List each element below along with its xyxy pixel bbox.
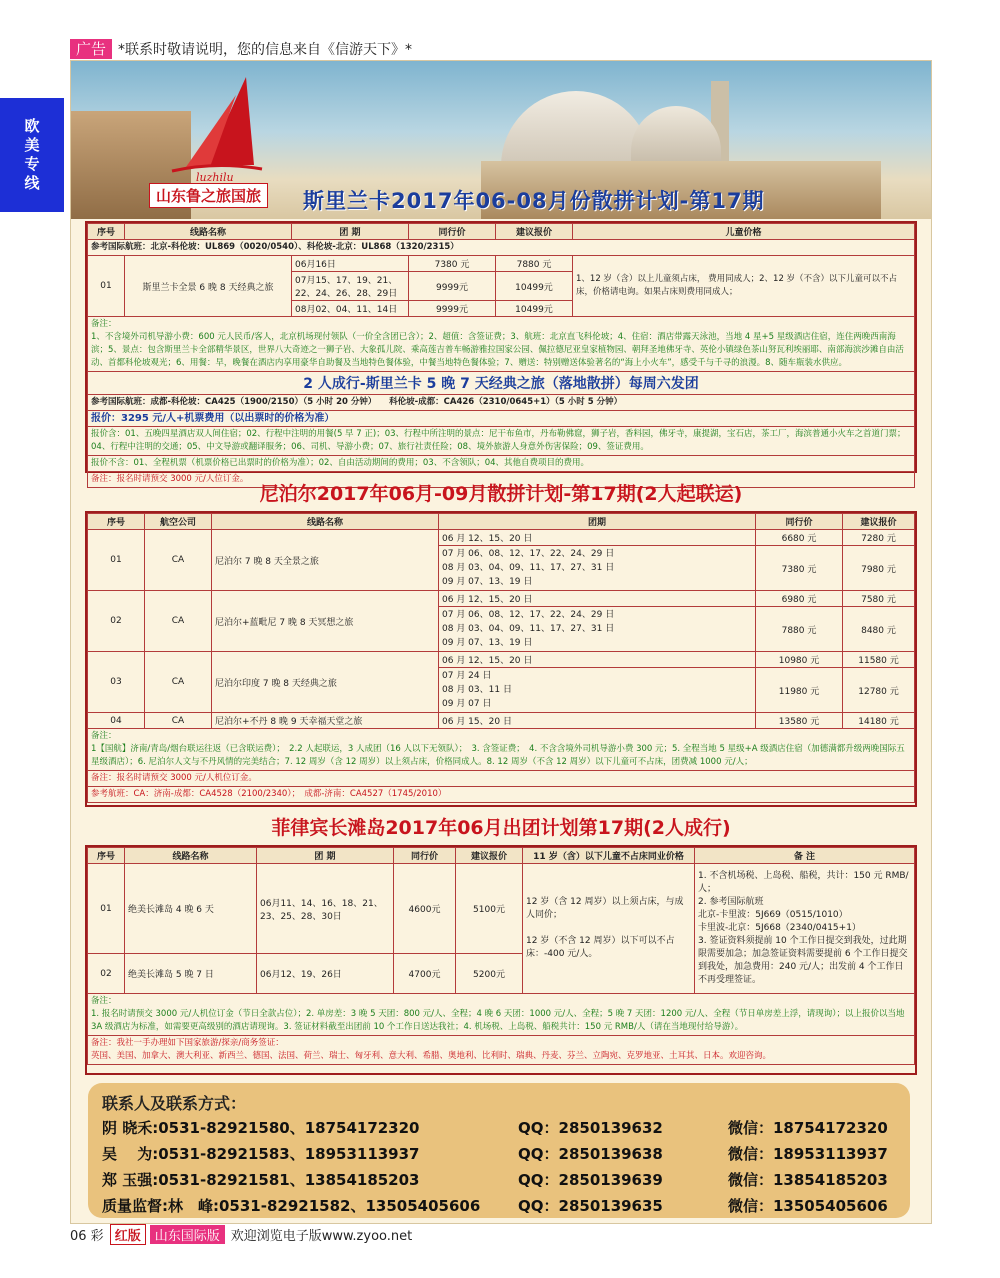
- ad-header: [70, 38, 412, 60]
- col-header: 团 期: [292, 224, 409, 240]
- row-no: 02: [88, 591, 145, 652]
- sub-price: 报价：3295 元/人+机票费用（以出票时的价格为准）: [88, 411, 915, 427]
- tour-date: 07月15、17、19、21、22、24、26、28、29日: [292, 272, 409, 301]
- remark-line: 1. 不含机场税、上岛税、船税，共计：150 元 RMB/人；: [698, 871, 909, 894]
- suggest-price: 14180 元: [843, 713, 915, 729]
- route-name: 斯里兰卡全景 6 晚 8 天经典之旅: [125, 256, 292, 317]
- side-category-tab: [0, 98, 64, 212]
- col-header: 建议报价: [496, 224, 573, 240]
- phil-table: [87, 847, 915, 1065]
- col-header: 11 岁（含）以下儿童不占床同业价格: [523, 848, 695, 864]
- remark-block: [88, 317, 915, 372]
- visa-block: [88, 1036, 915, 1065]
- tour-date: 06月12、19、26日: [257, 954, 394, 994]
- col-header: 序号: [88, 224, 125, 240]
- remark-line: 3. 签证资料须提前 10 个工作日提交到我处，过此期限需要加急；加急签证资料需要提前 6 个工作日提交到我处，加急费用：240 元/人；出发前 4 个工作日不再受理签证。: [698, 936, 908, 985]
- side-tab-char: 美: [24, 136, 40, 154]
- peer-price: 6980 元: [756, 591, 843, 607]
- side-tab-char: 欧: [24, 117, 40, 135]
- peer-price: 9999元: [409, 301, 496, 317]
- tour-date: 09 月 07 日: [442, 699, 492, 709]
- tour-date: 06月11、14、16、18、21、23、25、28、30日: [257, 864, 394, 954]
- nepal-flight: 参考航班：CA：济南-成都：CA4528（2100/2340）； 成都-济南：CA4527（1745/2010）: [88, 787, 915, 803]
- flight-note: 参考国际航班：北京-科伦坡：UL869（0020/0540）、科伦坡-北京：UL868（1320/2315）: [88, 240, 915, 256]
- company-logo-text: 山东鲁之旅国旅: [149, 183, 268, 208]
- col-header: 团期: [439, 514, 756, 530]
- contact-wechat: 微信：18754172320: [728, 1119, 888, 1137]
- airline: CA: [145, 530, 212, 591]
- peer-price: 10980 元: [756, 652, 843, 668]
- edition-region: 山东国际版: [150, 1225, 225, 1244]
- side-tab-char: 线: [24, 174, 40, 192]
- suggest-price: 12780 元: [843, 668, 915, 713]
- suggest-price: 11580 元: [843, 652, 915, 668]
- sub-title: 2 人成行-斯里兰卡 5 晚 7 天经典之旅（落地散拼）每周六发团: [88, 372, 915, 395]
- remark-line: 2. 参考国际航班: [698, 897, 764, 907]
- contact-heading: 联系人及联系方式：: [102, 1094, 247, 1113]
- airline: CA: [145, 591, 212, 652]
- remark-text: 1、不含境外司机导游小费：600 元人民币/客人，北京机场现付领队（一价全含团已含）；2、超值：含签证费；3、航班：北京直飞科伦坡；4、住宿：酒店带露天泳池，当地 4 星+5 星级酒店住宿，连住两晚西南海滨；5、景点：包含斯里兰卡全部精华景区，世界八大奇迹之一狮子岩、大象孤儿院、乘高莲吉普车畅游雅拉国家公园、佩拉德尼亚皇家植物园、朝拜圣地佛牙寺、英伦小镇绿色茶山努瓦利埃丽耶、南部海滨沙滩自由活动、首都科伦坡观光；6、用餐：早，晚餐在酒店内享用豪华自助餐及当地特色餐体验，中餐当地特色餐体验；7、赠送：特别赠送体验著名的“海上小火车”，感受千与千寻的浪漫。8、随车瓶装水供应。: [91, 332, 904, 368]
- col-header: 同行价: [394, 848, 456, 864]
- remark-line: 卡里波-北京：5J668（2340/0415+1）: [698, 923, 861, 933]
- phil-box: [85, 845, 917, 1075]
- nepal-title: 尼泊尔2017年06月-09月散拼计划-第17期(2人起联运): [259, 483, 743, 505]
- contact-panel: [88, 1083, 910, 1218]
- sub-deposit: 备注：报名时请预交 3000 元/人位订金。: [88, 472, 915, 488]
- peer-price: 13580 元: [756, 713, 843, 729]
- col-header: 建议报价: [843, 514, 915, 530]
- row-no: 01: [88, 256, 125, 317]
- tour-date: 08 月 03、04、09、11、17、27、31 日: [442, 563, 615, 573]
- peer-price: 7380 元: [409, 256, 496, 272]
- visa-countries: 英国、美国、加拿大、澳大利亚、新西兰、德国、法国、荷兰、瑞士、匈牙利、意大利、希腊、奥地利、比利时、瑞典、丹麦、芬兰、立陶宛、克罗地亚、土耳其、日本。欢迎咨询。: [91, 1051, 772, 1061]
- col-header: 线路名称: [125, 848, 257, 864]
- route-name: 尼泊尔印度 7 晚 8 天经典之旅: [212, 652, 439, 713]
- suggest-price: 7880 元: [496, 256, 573, 272]
- suggest-price: 10499元: [496, 301, 573, 317]
- suggest-price: 5100元: [456, 864, 523, 954]
- srilanka-title: 斯里兰卡2017年06-08月份散拼计划-第17期: [303, 189, 765, 213]
- website-link[interactable]: 欢迎浏览电子版www.zyoo.net: [230, 1228, 413, 1244]
- child-price: 12 岁（不含 12 周岁）以下可以不占床：-400 元/人。: [526, 936, 675, 959]
- route-name: 尼泊尔+不丹 8 晚 9 天幸福天堂之旅: [212, 713, 439, 729]
- contact-qq: QQ：2850139639: [518, 1171, 663, 1189]
- tour-date: 06月16日: [292, 256, 409, 272]
- srilanka-table: [87, 223, 915, 488]
- suggest-price: 7980 元: [843, 546, 915, 591]
- airline: CA: [145, 652, 212, 713]
- table-row: [88, 652, 915, 668]
- contact-name: 吴 为:0531-82921583、18953113937: [102, 1145, 420, 1163]
- row-no: 01: [88, 530, 145, 591]
- page-footer: [70, 1224, 412, 1244]
- child-price: 1、12 岁（含）以上儿童须占床， 费用同成人；2、12 岁（不含）以下儿童可以不占床，价格请电询。如果占床则费用同成人；: [573, 256, 915, 317]
- remark-label: 备注：: [91, 731, 117, 741]
- nepal-table: [87, 513, 915, 803]
- route-name: 尼泊尔+蓝毗尼 7 晚 8 天冥想之旅: [212, 591, 439, 652]
- ad-frame: [70, 60, 932, 1224]
- table-row: [88, 864, 915, 954]
- suggest-price: 7280 元: [843, 530, 915, 546]
- route-name: 绝美长滩岛 5 晚 7 日: [125, 954, 257, 994]
- tour-date: 06 月 15、20 日: [439, 713, 756, 729]
- col-header: 建议报价: [456, 848, 523, 864]
- suggest-price: 5200元: [456, 954, 523, 994]
- table-row: [88, 256, 915, 272]
- contact-qq: QQ：2850139635: [518, 1197, 663, 1215]
- tour-date: 06 月 12、15、20 日: [439, 591, 756, 607]
- remark-text: 1. 报名时请预交 3000 元/人机位订金（节日全款占位）；2. 单房差：3 晚 5 天团：800 元/人、全程；4 晚 6 天团：1000 元/人、全程；5 晚 7 天团：1200 元/人、全程（节日单房差上浮，请现询）；以上报价以当地 3A 级酒店为标准，如需要更高级别的酒店请现询。3. 签证材料截至出团前 10 个工作日送达我社；4. 机场税、上岛税、船税共计：150 元 RMB/人（请在当地现付给导游）。: [91, 1009, 905, 1032]
- remark-label: 备注：: [91, 319, 117, 329]
- phil-title: 菲律宾长滩岛2017年06月出团计划第17期(2人成行): [271, 817, 731, 839]
- remark-line: 北京-卡里波：5J669（0515/1010）: [698, 910, 848, 920]
- col-header: 序号: [88, 848, 125, 864]
- child-price: 12 岁（含 12 周岁）以上须占床，与成人同价；: [526, 897, 684, 920]
- side-tab-char: 专: [24, 155, 40, 173]
- col-header: 团 期: [257, 848, 394, 864]
- col-header: 线路名称: [212, 514, 439, 530]
- tour-date: 06 月 12、15、20 日: [439, 530, 756, 546]
- table-row: [88, 530, 915, 546]
- nepal-deposit: 备注：报名时请预交 3000 元/人机位订金。: [88, 771, 915, 787]
- col-header: 同行价: [756, 514, 843, 530]
- suggest-price: 7580 元: [843, 591, 915, 607]
- tour-date: 06 月 12、15、20 日: [439, 652, 756, 668]
- tour-date: 07 月 24 日: [442, 671, 492, 681]
- suggest-price: 10499元: [496, 272, 573, 301]
- tour-date: 07 月 06、08、12、17、22、24、29 日: [442, 549, 615, 559]
- tour-date: 08月02、04、11、14日: [292, 301, 409, 317]
- peer-price: 4600元: [394, 864, 456, 954]
- row-no: 02: [88, 954, 125, 994]
- table-row: [88, 713, 915, 729]
- col-header: 线路名称: [125, 224, 292, 240]
- contact-name: 郑 玉强:0531-82921581、13854185203: [102, 1171, 420, 1189]
- contact-qq: QQ：2850139638: [518, 1145, 663, 1163]
- remark-block: [88, 729, 915, 771]
- tour-date: 07 月 06、08、12、17、22、24、29 日: [442, 610, 615, 620]
- peer-price: 11980 元: [756, 668, 843, 713]
- col-header: 备 注: [695, 848, 915, 864]
- col-header: 序号: [88, 514, 145, 530]
- peer-price: 9999元: [409, 272, 496, 301]
- contact-wechat: 微信：13854185203: [728, 1171, 888, 1189]
- row-no: 01: [88, 864, 125, 954]
- logo-script: luzhilu: [196, 171, 234, 183]
- ad-note: *联系时敬请说明，您的信息来自《信游天下》*: [118, 42, 413, 58]
- col-header: 同行价: [409, 224, 496, 240]
- contact-wechat: 微信：13505405606: [728, 1197, 888, 1215]
- contact-wechat: 微信：18953113937: [728, 1145, 888, 1163]
- col-header: 儿童价格: [573, 224, 915, 240]
- peer-price: 7380 元: [756, 546, 843, 591]
- col-header: 航空公司: [145, 514, 212, 530]
- remark-text: 1【国航】济南/青岛/烟台联运往返（已含联运费）； 2.2 人起联运，3 人成团（16 人以下无领队）； 3. 含签证费； 4. 不含含境外司机导游小费 300 元；5. 全程当地 5 星级+A 级酒店住宿（加德满都升级两晚国际五星级酒店）；6. 尼泊尔人文与不丹风情的完美结合；7. 12 周岁（含 12 周岁）以上须占床，价格同成人。8. 12 周岁（不含 12 周岁）以下儿童可不占床，团费减 1000 元/人；: [91, 744, 905, 767]
- peer-price: 7880 元: [756, 607, 843, 652]
- contact-qq: QQ：2850139632: [518, 1119, 663, 1137]
- edition-label: 红版: [110, 1224, 146, 1245]
- sail-logo-icon: [166, 75, 266, 183]
- sub-includes: 报价含：01、五晚四星酒店双人间住宿；02、行程中注明的用餐(5 早 7 正)；03、行程中所注明的景点：尼干布鱼市，丹布勒佛窟，狮子岩，香料园，佛牙寺，康提湖，宝石店，茶工厂，海滨普通小火车之首道门票；04、行程中注明的交通；05、中文导游或翻译服务；06、司机、导游小费；07、旅行社责任险；08、境外旅游人身意外伤害保险；09、签证费用。: [88, 427, 915, 456]
- route-name: 绝美长滩岛 4 晚 6 天: [125, 864, 257, 954]
- sub-flight: 参考国际航班：成都-科伦坡：CA425（1900/2150）（5 小时 20 分钟） 科伦坡-成都：CA426（2310/0645+1）（5 小时 5 分钟）: [88, 395, 915, 411]
- tour-date: 08 月 03、04、09、11、17、27、31 日: [442, 624, 615, 634]
- remark-label: 备注：: [91, 996, 117, 1006]
- peer-price: 4700元: [394, 954, 456, 994]
- row-no: 03: [88, 652, 145, 713]
- suggest-price: 8480 元: [843, 607, 915, 652]
- tour-date: 09 月 07、13、19 日: [442, 638, 533, 648]
- visa-label: 备注：我社一手办理如下国家旅游/探亲/商务签证：: [91, 1038, 284, 1048]
- page-number: 06 彩: [70, 1228, 104, 1244]
- tour-date: 09 月 07、13、19 日: [442, 577, 533, 587]
- remark-block: [88, 994, 915, 1036]
- nepal-box: [85, 511, 917, 807]
- row-no: 04: [88, 713, 145, 729]
- banner: [71, 61, 931, 219]
- ad-tag: 广告: [70, 39, 112, 59]
- sub-excludes: 报价不含：01、全程机票（机票价格已出票时的价格为准）；02、自由活动期间的费用；03、不含领队；04、其他自费项目的费用。: [88, 456, 915, 472]
- peer-price: 6680 元: [756, 530, 843, 546]
- route-name: 尼泊尔 7 晚 8 天全景之旅: [212, 530, 439, 591]
- table-row: [88, 591, 915, 607]
- srilanka-box: [85, 221, 917, 484]
- airline: CA: [145, 713, 212, 729]
- contact-name: 质量监督:林 峰:0531-82921582、13505405606: [102, 1197, 481, 1215]
- tour-date: 08 月 03、11 日: [442, 685, 512, 695]
- contact-name: 阴 晓禾:0531-82921580、18754172320: [102, 1119, 420, 1137]
